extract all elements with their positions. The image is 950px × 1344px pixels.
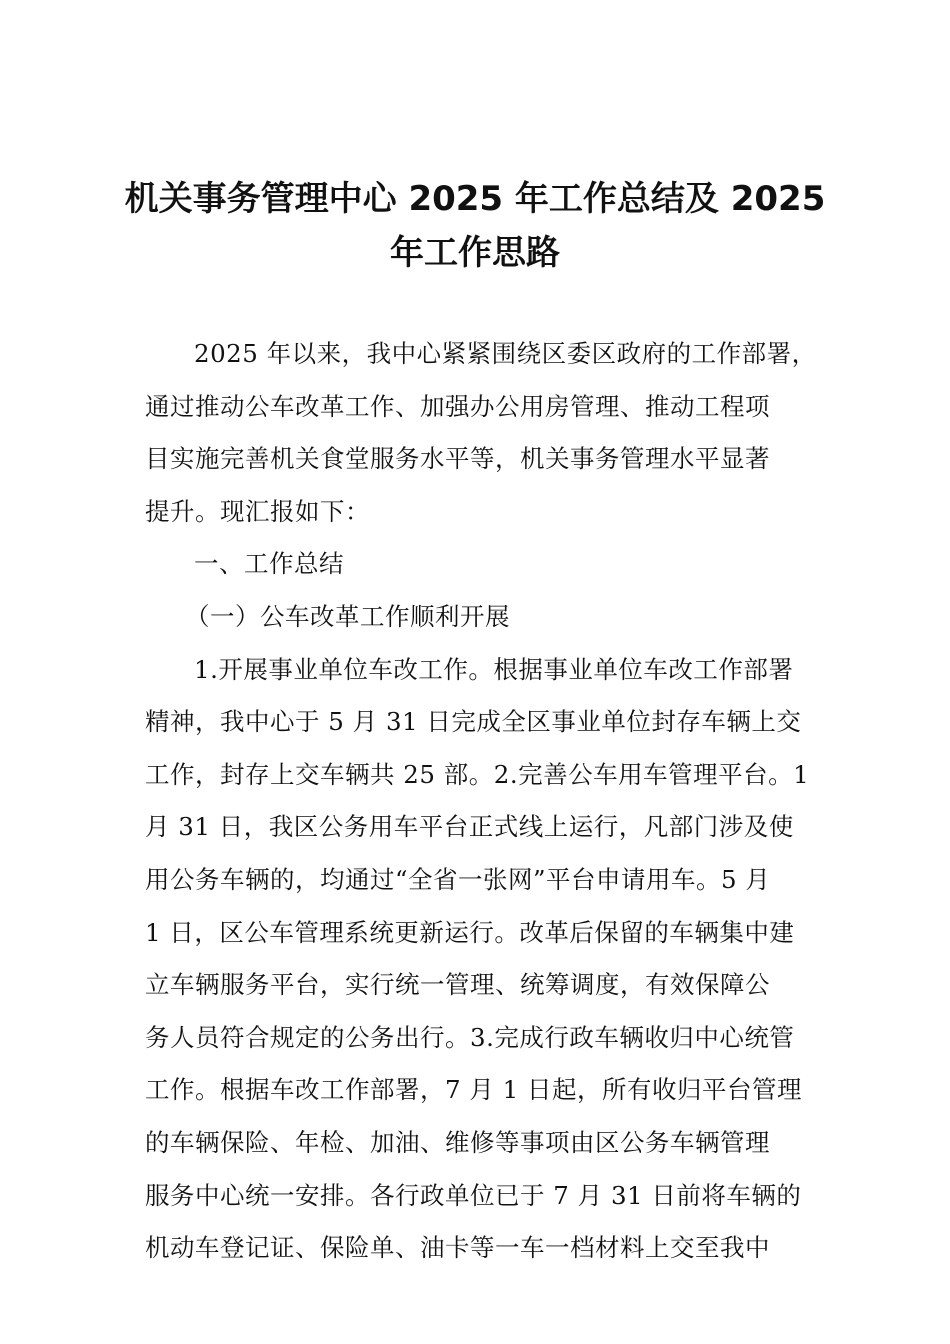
section-heading: 一、工作总结 (194, 549, 344, 579)
paragraph-line: 务人员符合规定的公务出行。3.完成行政车辆收归中心统管 (145, 1022, 795, 1052)
title-line-1: 机关事务管理中心 2025 年工作总结及 2025 (124, 179, 826, 219)
document-title (120, 172, 830, 280)
paragraph-line: 通过推动公车改革工作、加强办公用房管理、推动工程项 (145, 391, 770, 421)
paragraph-line: 立车辆服务平台，实行统一管理、统筹调度，有效保障公 (145, 970, 770, 1000)
paragraph-line: 精神，我中心于 5 月 31 日完成全区事业单位封存车辆上交 (145, 707, 802, 737)
paragraph-line: 机动车登记证、保险单、油卡等一车一档材料上交至我中 (145, 1233, 770, 1263)
paragraph-line: 月 31 日，我区公务用车平台正式线上运行，凡部门涉及使 (145, 812, 794, 842)
paragraph-line: 的车辆保险、年检、加油、维修等事项由区公务车辆管理 (145, 1127, 770, 1157)
paragraph-line: 1.开展事业单位车改工作。根据事业单位车改工作部署 (194, 654, 794, 684)
paragraph-line: 1 日，区公车管理系统更新运行。改革后保留的车辆集中建 (145, 917, 795, 947)
title-line-2: 年工作思路 (390, 233, 560, 273)
paragraph-line: 用公务车辆的，均通过“全省一张网”平台申请用车。5 月 (145, 864, 771, 894)
paragraph-line: 工作。根据车改工作部署，7 月 1 日起，所有收归平台管理 (145, 1075, 803, 1105)
paragraph-line: 服务中心统一安排。各行政单位已于 7 月 31 日前将车辆的 (145, 1180, 802, 1210)
document-body (145, 328, 820, 1275)
subsection-heading: （一）公车改革工作顺利开展 (185, 601, 510, 631)
paragraph-line: 工作，封存上交车辆共 25 部。2.完善公车用车管理平台。1 (145, 759, 810, 789)
paragraph-line: 2025 年以来，我中心紧紧围绕区委区政府的工作部署， (194, 339, 817, 368)
paragraph-line: 目实施完善机关食堂服务水平等，机关事务管理水平显著 (145, 444, 770, 474)
paragraph-line: 提升。现汇报如下： (145, 496, 370, 526)
